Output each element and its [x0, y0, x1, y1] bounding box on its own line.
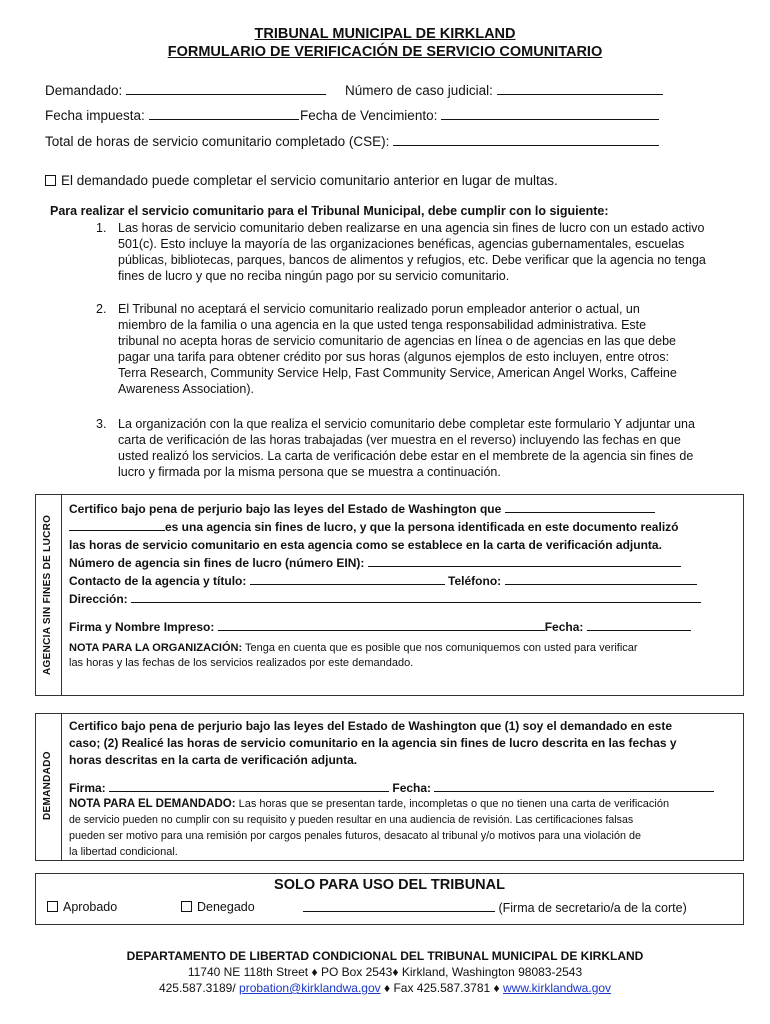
approved-checkbox[interactable]	[47, 901, 58, 912]
agency-address-label: Dirección:	[69, 592, 128, 606]
clerk-signature-blank[interactable]	[303, 900, 495, 912]
field-date-imposed	[45, 107, 299, 123]
approved-option[interactable]	[47, 900, 117, 914]
diamond-icon: ♦	[383, 981, 391, 995]
requirement-line: Terra Research, Community Service Help, Fast Community Service, American Angel Works, Caffeine	[118, 366, 677, 380]
defendant-signature-blank[interactable]	[109, 780, 389, 792]
field-total-hours-label: Total de horas de servicio comunitario completado (CSE):	[45, 134, 390, 149]
requirement-line: miembro de la familia o una agencia en la que usted tenga responsabilidad administrativa. Este	[118, 318, 647, 332]
defendant-note-text: la libertad condicional.	[69, 846, 178, 858]
requirement-line: tribunal no acepta horas de servicio comunitario de agencias en línea o de agencias en las que debe	[118, 334, 677, 348]
agency-cert-text: Certifico bajo pena de perjurio bajo las leyes del Estado de Washington que	[69, 502, 502, 516]
requirement-3	[96, 416, 746, 486]
defendant-side-label: DEMANDADO	[42, 751, 53, 821]
defendant-signature-label: Firma:	[69, 781, 106, 795]
footer-po-box: PO Box 2543	[320, 965, 393, 979]
agency-contact-blank[interactable]	[250, 573, 445, 585]
agency-address-blank[interactable]	[131, 591, 701, 603]
agency-note	[69, 641, 739, 671]
agency-contact-label: Contacto de la agencia y título:	[69, 574, 247, 588]
requirement-line: públicas, bibliotecas, parques, bancos de alimentos y refugios, etc. Debe verificar que la agencia no tenga	[118, 253, 706, 267]
requirement-line: pagar una tarifa para obtener crédito por sus horas (algunos ejemplos de esto incluyen, entre otros:	[118, 350, 670, 364]
footer-city: Kirkland, Washington 98083-2543	[401, 965, 583, 979]
fines-checkbox[interactable]	[45, 175, 56, 186]
denied-checkbox[interactable]	[181, 901, 192, 912]
field-case-number	[345, 82, 663, 98]
requirement-line: usted realizó los servicios. La carta de verificación debe estar en el membrete de la agencia sin fines de	[118, 449, 694, 463]
clerk-signature-row	[303, 900, 687, 915]
agency-date-label: Fecha:	[544, 620, 584, 634]
field-case-number-label: Número de caso judicial:	[345, 83, 493, 98]
agency-phone-label: Teléfono:	[448, 574, 502, 588]
defendant-date-label: Fecha:	[392, 781, 432, 795]
defendant-certification	[69, 718, 739, 769]
denied-option[interactable]	[181, 900, 255, 914]
defendant-note	[69, 796, 741, 860]
requirement-line: 501(c). Esto incluye la mayoría de las organizaciones benéficas, agencias gubernamentales, escuelas	[118, 237, 685, 251]
clerk-signature-label: (Firma de secretario/a de la corte)	[498, 901, 687, 915]
field-due-date-label: Fecha de Vencimiento:	[300, 108, 438, 123]
form-title-name: FORMULARIO DE VERIFICACIÓN DE SERVICIO COMUNITARIO	[167, 44, 603, 60]
field-date-imposed-blank[interactable]	[149, 107, 299, 120]
defendant-cert-text: caso; (2) Realicé las horas de servicio comunitario en la agencia sin fines de lucro descrita en las fechas y	[69, 736, 677, 750]
footer-fax: Fax 425.587.3781	[393, 981, 491, 995]
requirement-line: El Tribunal no aceptará el servicio comunitario realizado porun empleador anterior o actual, un	[118, 302, 640, 316]
requirement-number: 2.	[96, 302, 107, 316]
agency-phone-blank[interactable]	[505, 573, 697, 585]
field-defendant	[45, 82, 326, 98]
requirement-line: carta de verificación de las horas trabajadas (ver muestra en el reverso) incluyendo las fechas en que	[118, 433, 681, 447]
agency-ein-blank[interactable]	[368, 555, 681, 567]
agency-signature-row	[69, 619, 691, 634]
field-defendant-blank[interactable]	[126, 82, 326, 95]
approved-label: Aprobado	[63, 900, 118, 914]
agency-note-text: las horas y las fechas de los servicios realizados por este demandado.	[69, 657, 414, 669]
court-use-title: SOLO PARA USO DEL TRIBUNAL	[274, 877, 505, 893]
agency-note-label: NOTA PARA LA ORGANIZACIÓN:	[69, 642, 243, 654]
defendant-signature-row	[69, 780, 714, 795]
requirement-2	[96, 301, 746, 401]
defendant-cert-text: Certifico bajo pena de perjurio bajo las leyes del Estado de Washington que (1) soy el demandado en este	[69, 719, 673, 733]
agency-side-label: AGENCIA SIN FINES DE LUCRO	[42, 514, 53, 676]
footer-phone: 425.587.3189/	[158, 981, 236, 995]
defendant-cert-text: horas descritas en la carta de verificación adjunta.	[69, 753, 358, 767]
defendant-note-label: NOTA PARA EL DEMANDADO:	[69, 798, 236, 810]
requirement-line: Awareness Association).	[118, 382, 254, 396]
agency-signature-label: Firma y Nombre Impreso:	[69, 620, 215, 634]
footer-website-link[interactable]: www.kirklandwa.gov	[503, 981, 612, 995]
defendant-note-text: Las horas que se presentan tarde, incompletas o que no tienen una carta de verificación	[238, 798, 670, 810]
diamond-icon: ♦	[392, 965, 399, 979]
footer-street: 11740 NE 118th Street	[187, 965, 309, 979]
defendant-date-blank[interactable]	[434, 780, 714, 792]
defendant-note-text: pueden ser motivo para una remisión por cargos penales futuros, desacato al tribunal y/o motivos para una violación de	[69, 830, 641, 842]
diamond-icon: ♦	[493, 981, 500, 995]
agency-ein-label: Número de agencia sin fines de lucro (número EIN):	[69, 556, 365, 570]
agency-cert-text: es una agencia sin fines de lucro, y que la persona identificada en este documento realizó	[165, 520, 679, 534]
requirement-line: lucro y firmada por la misma persona que se muestra a continuación.	[118, 465, 501, 479]
agency-note-text: Tenga en cuenta que es posible que nos comuniquemos con usted para verificar	[245, 642, 638, 654]
agency-name-blank[interactable]	[505, 501, 655, 513]
field-case-number-blank[interactable]	[497, 82, 663, 95]
requirement-number: 3.	[96, 417, 107, 431]
requirement-number: 1.	[96, 221, 107, 235]
requirements-heading: Para realizar el servicio comunitario para el Tribunal Municipal, debe cumplir con lo siguiente:	[50, 204, 609, 218]
footer-contact	[0, 981, 770, 995]
footer-email-link[interactable]: probation@kirklandwa.gov	[239, 981, 381, 995]
field-date-imposed-label: Fecha impuesta:	[45, 108, 145, 123]
agency-name-blank-cont[interactable]	[69, 519, 165, 531]
defendant-divider	[61, 713, 62, 861]
agency-cert-text: las horas de servicio comunitario en esta agencia como se establece en la carta de verificación adjunta.	[69, 538, 662, 552]
field-total-hours	[45, 133, 659, 149]
denied-label: Denegado	[197, 900, 255, 914]
requirement-1	[96, 220, 746, 290]
field-total-hours-blank[interactable]	[393, 133, 659, 146]
diamond-icon: ♦	[311, 965, 318, 979]
footer-address	[0, 965, 770, 979]
form-title-court: TRIBUNAL MUNICIPAL DE KIRKLAND	[254, 26, 516, 42]
requirement-line: fines de lucro y que no reciba ningún pago por su servicio comunitario.	[118, 269, 510, 283]
option-fines	[45, 173, 558, 188]
footer-department: DEPARTAMENTO DE LIBERTAD CONDICIONAL DEL TRIBUNAL MUNICIPAL DE KIRKLAND	[126, 949, 644, 963]
agency-divider	[61, 494, 62, 696]
option-fines-text: El demandado puede completar el servicio comunitario anterior en lugar de multas.	[61, 173, 558, 188]
requirement-line: La organización con la que realiza el servicio comunitario debe completar este formulario Y adjuntar una	[118, 417, 695, 431]
agency-certification	[69, 500, 739, 608]
field-due-date-blank[interactable]	[441, 107, 659, 120]
field-defendant-label: Demandado:	[45, 83, 123, 98]
defendant-note-text: de servicio pueden no cumplir con su requisito y pueden resultar en una audiencia de revisión. Las certificaciones falsas	[69, 814, 634, 826]
requirement-line: Las horas de servicio comunitario deben realizarse en una agencia sin fines de lucro con un estado activo	[118, 221, 705, 235]
agency-date-blank[interactable]	[587, 619, 691, 631]
field-due-date	[300, 107, 659, 123]
agency-signature-blank[interactable]	[218, 619, 545, 631]
